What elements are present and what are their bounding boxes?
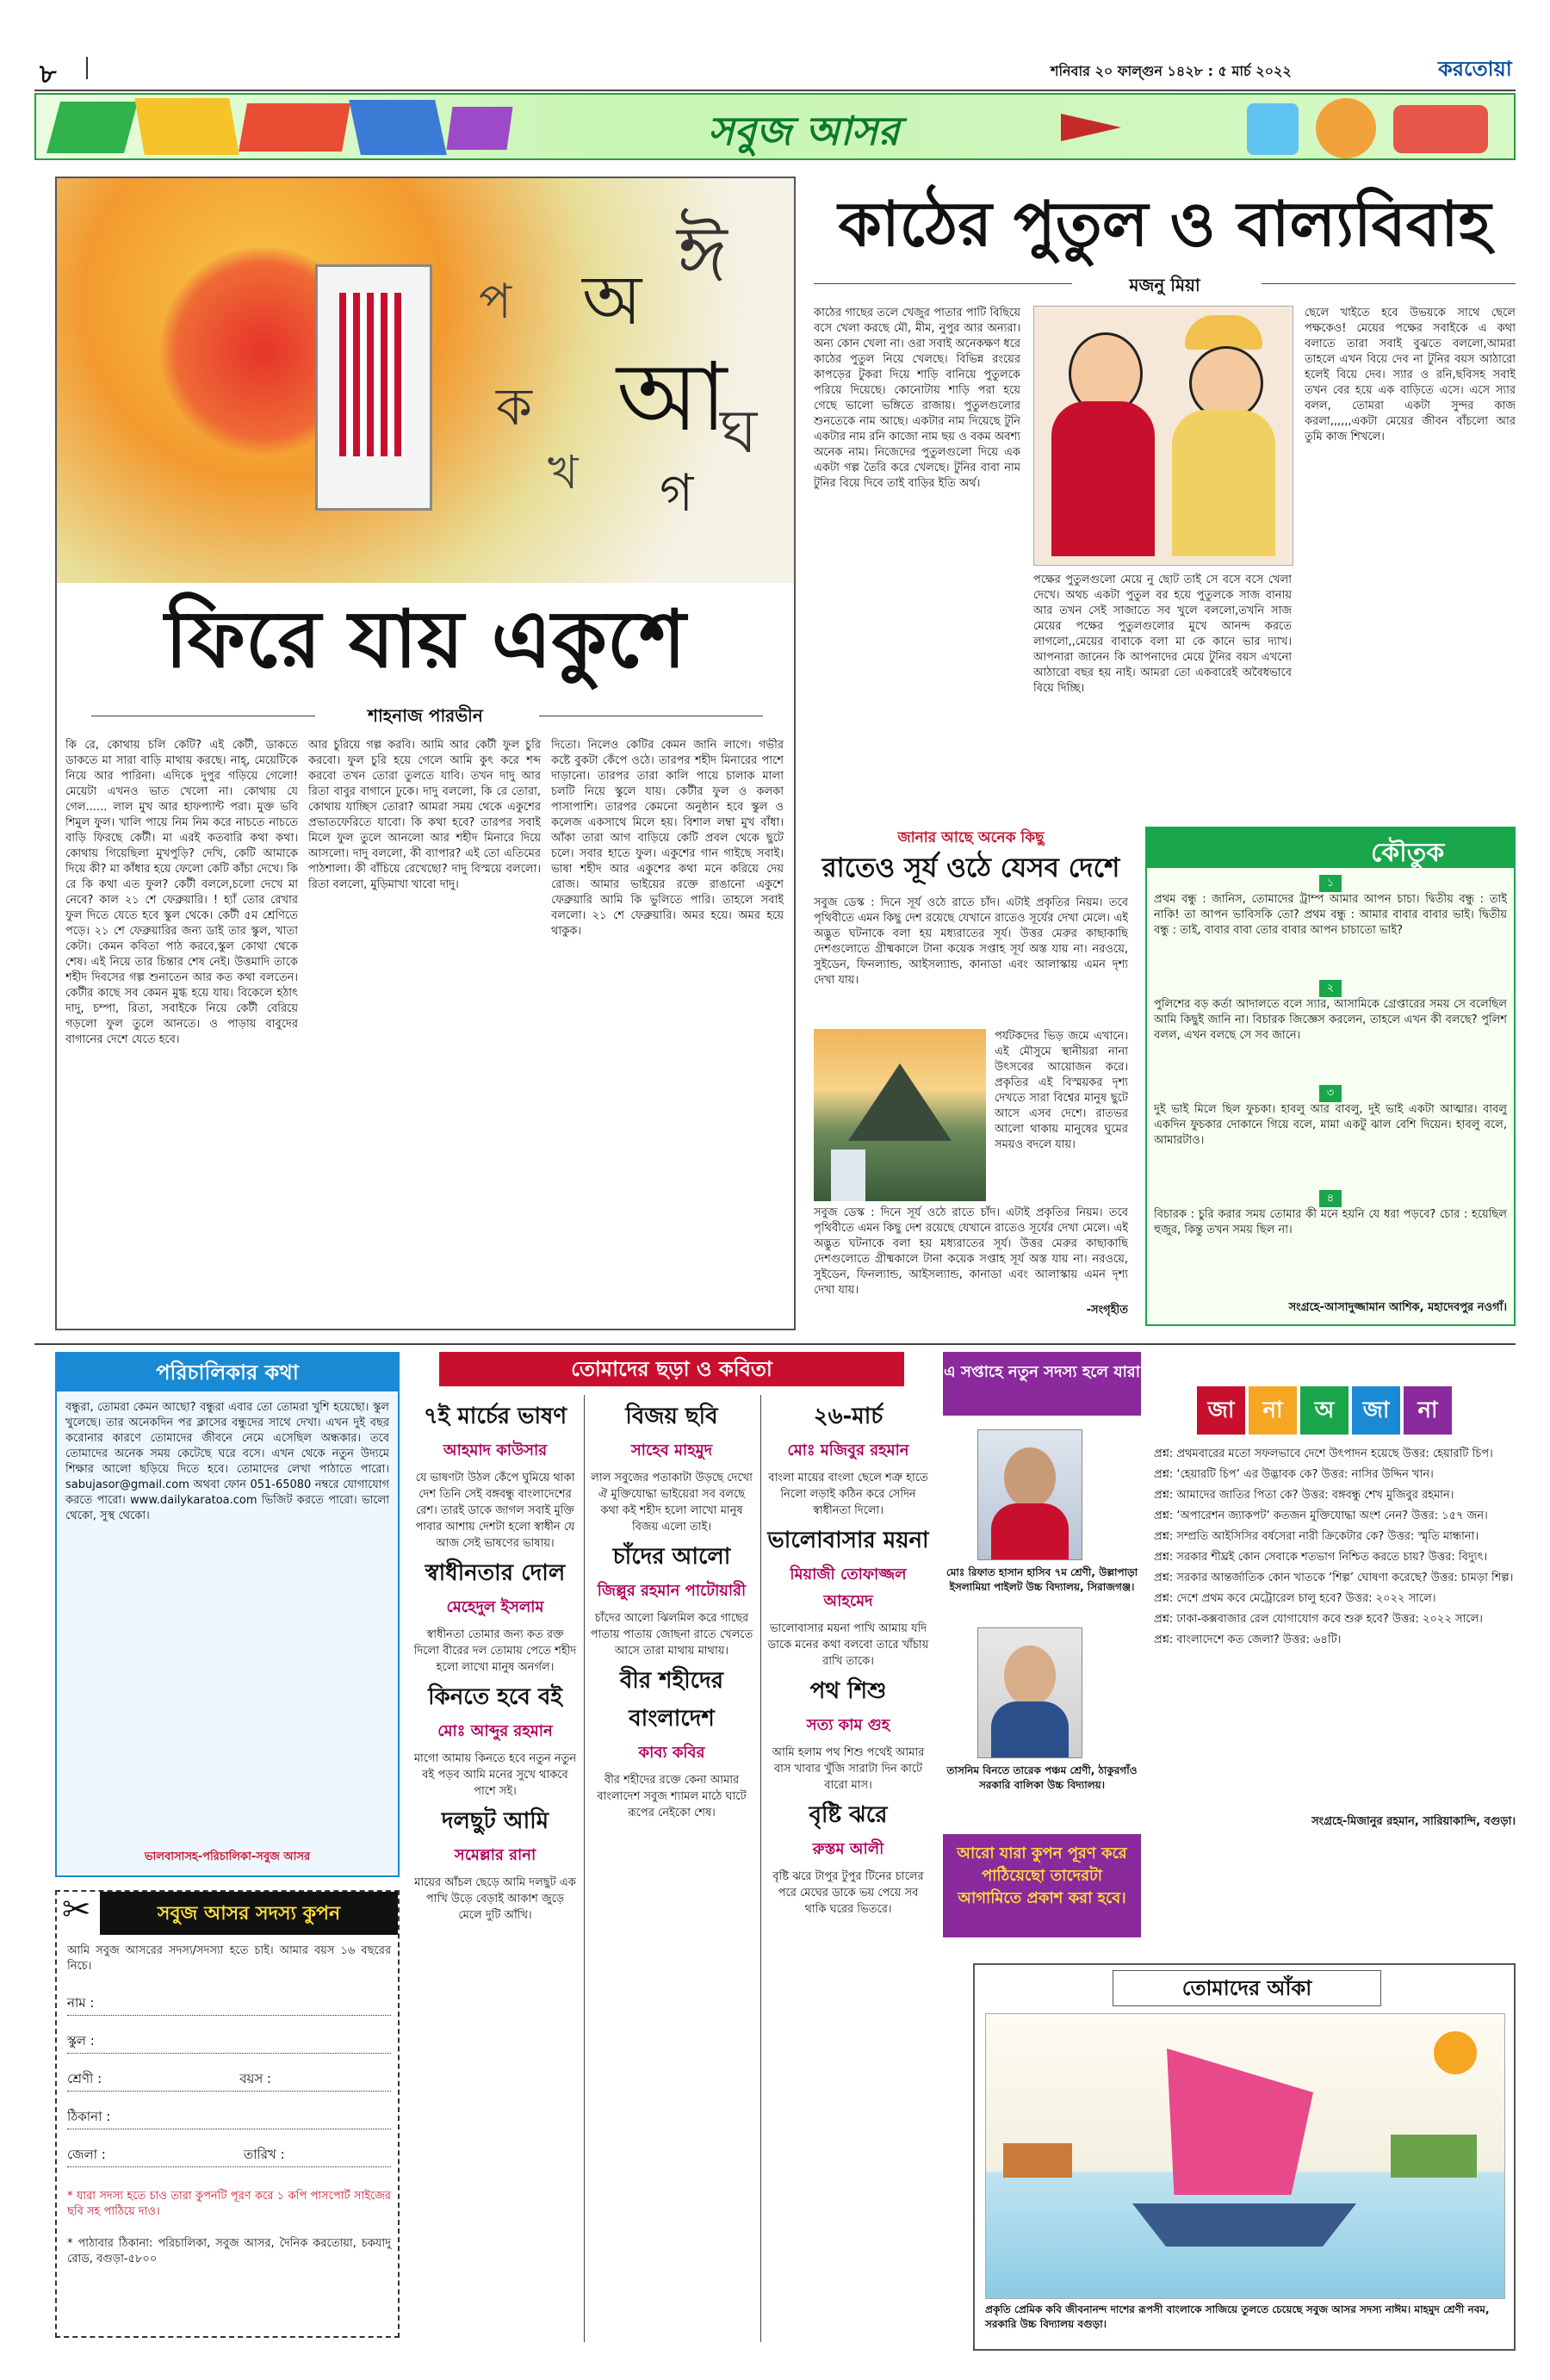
bride-figure xyxy=(1051,332,1155,556)
paper-plane-icon xyxy=(1061,114,1121,141)
poems-section xyxy=(413,1352,930,2351)
joke-1: ১ প্রথম বন্ধু : জানিস, তোমাদের ট্রাম্প আমার আপন চাচা। দ্বিতীয় বন্ধু : তাই নাকি! তা আপন ভাবিসকি তো? প্রথম বন্ধু : আমার বাবার বাবার ভাই। দ্বিতীয় বন্ধু : তাই, বাবার বাবা তোর বাবার আপন চাচাতো ভাই? xyxy=(1154,877,1507,937)
ekushe-article xyxy=(55,177,796,1330)
member-1-info: মোঃ রিফাত হাসান হাসিব ৭ম শ্রেণী, উল্লাপাড়া ইসলামিয়া পাইলট উচ্চ বিদ্যালয়, সিরাজগঞ্জ। xyxy=(946,1566,1138,1593)
coupon-intro: আমি সবুজ আসরের সদস্য/সদস্যা হতে চাই। আমার বয়স ১৬ বছরের নিচে। xyxy=(67,1944,391,1973)
header-date: শনিবার ২০ ফাল্গুন ১৪২৮ : ৫ মার্চ ২০২২ xyxy=(1051,63,1292,79)
sail-shape xyxy=(1167,2048,1313,2195)
header-rule xyxy=(34,90,1516,91)
poem: ২৬-মার্চ মোঃ মজিবুর রহমান বাংলা মায়ের বাংলা ছেলে শত্রু হাতে নিলো লড়াই কঠিন করে সেদিন স্বাধীনতা দিলো। xyxy=(768,1404,928,1517)
groom-figure xyxy=(1172,315,1275,556)
coupon-note-1: * যারা সদস্য হতে চাও তারা কুপনটি পূরণ করে ১ কপি পাসপোর্ট সাইজের ছবি সহ পাঠিয়ে দাও। xyxy=(67,2190,391,2218)
coupon-note-2: * পাঠাবার ঠিকানা: পরিচালিকা, সবুজ আসর, দৈনিক করতোয়া, চকযাদু রোড, বগুড়া-৫৮০০ xyxy=(67,2237,391,2265)
puppet-col-2: পক্ষের পুতুলগুলো মেয়ে নু ছোট তাই সে বসে বসে খেলা দেখে। অথচ একটা পুতুল বর হয়ে পুতুলকে সাজ বানায় আর তখন সেই সাজাতে সব খুলে বললো,তখনি সাজ মেয়ের পক্ষের পুতুলগুলোর মুখে আনন্দ করতে লাগলো,,মেয়ের বাবাকে বলা মা কে কানে ভার দ্যাখ। আপনারা জানেন কি আপনাদের মেয়ে টুনির বয়স এখনো আঠারো বছর হয় নাই। আমরা তো একবারেই অবৈধভাবে বিয়ে দিচ্ছি। xyxy=(1033,573,1292,695)
ekushe-letters: ঈ অ আ ক খ গ ঘ প xyxy=(479,209,758,524)
puppet-col-3: ছেলে খাইতে হবে উভয়কে সাথে ছেলে পক্ষকেও! মেয়ের পক্ষের সবাইকে এ কথা বলাতে তারা সবাই বুঝতে বললো,আমরা তাহলে এখন বিয়ে দেব না টুনির বয়স আঠারো হলেই বিয়ে দেব। স্যার ও রনি,ছবিসহ সবাই তখন বের হয়ে এক বাড়িতে এসে। এসে স্যার বলল, তোমরা একটা সুন্দর কাজ করলা,,,,,,একটা মেয়ের জীবন বাঁচলো আর তুমি কাজ শিখলে। xyxy=(1305,307,1516,443)
puppet-author: মজনু মিয়া xyxy=(1129,275,1200,295)
puppet-article xyxy=(814,177,1516,814)
scissors-icon: ✂ xyxy=(62,1890,91,1930)
members-box xyxy=(943,1352,1141,1955)
ekushe-col-1: কি রে, কোথায় চলি কেটি? এই কেটী, ডাকতে ডাকতে মা সারা বাড়ি মাথায় করছে। নাহ্‌, মেয়েটিকে নিয়ে আর পারিনা। এদিকে দুপুর গড়িয়ে গেলো! মেয়েটা এখনও ভাত খেলো না। কোথায় যে গেল...... লাল মুখ আর হাফপ্যান্ট পরা। মুক্ত ভবি শিমুল ফুল। খালি পায়ে নিম নিম করে নাচতে নাচতে বাড়ি ফিরছে কেটী। মা এরই কতবারি কথা কথা। কোথায় গিয়েছিলা মুখপুড়ি? দেখি, কেটি আমাকে দিয়ে কী? মা কাঁধার হয়ে ফেলো কেটি কাঁচা দেখে। কি রে কি কথা এত ফুল? কেটী বললে,চলো দেখে মা নেবে? কাল ২১ শে ফেব্রুয়ারি। ! হ্যাঁ তোর রেখার ফুল দিতে যেতে হবে স্কুল থেকে। কেটী ৫ম শ্রেণিতে পড়ে। ২১ শে ফেব্রুয়ারির জন্য ডাই তার স্কুল, খাতা কেটা। কেমন কবিতা পাঠ করবে,স্কুল কোথা থেকে শেষ। এই নিয়ে তার চিন্তার শেষ নেই। উত্তমাদি তাকে শহীদ দিবসের গল্প শুনাতেন আর কত কথা বলতেন। কেটীর কাছে সব কেমন মুগ্ধ হয়ে যায়। বিকেলে হঠাৎ দাদু, চম্পা, রিতা, সবাইকে নিয়ে কেটী বেরিয়ে গড়লো ফুল তুলে আনতে। ও পাড়ায় বাবুদের বাগানের দেশে যেতে হবে। xyxy=(65,739,298,1046)
ekushe-col-3: দিতো। নিলেও কেটির কেমন জানি লাগে। গভীর কষ্টে বুকটা কেঁপে ওঠে। তারপর শহীদ মিনারের পাশে দাড়ানো। তারপর তারা কালি পায়ে চালাক মালা চলটি নিয়ে স্কুলে যায়। কেটীর ফুল ও কলকা পাসাপাশি। তারপর কেমনো অনুষ্ঠান হবে স্কুল ও কলেজ একসাথে মিলে হয়। বিশাল লম্বা মুখ বাঁধা। আঁকা তারা আগ বাড়িয়ে কেটি প্রবল থেকে ছুটে চলে। সবার হাতে ফুল। একুশের গান গাইছে সবাই। ভাষা শহীদ আর একুশের কথা মনে করিয়ে দেয় রোজ। আমার ভাইয়ের রক্তে রাঙানো একুশে ফেব্রুয়ারি আমি কি ভুলিতে পারি। তাহলে সবাই বললো। ২১ শে ফেব্রুয়ারি। অমর হয়ে। অমর হয়ে থাকুক। xyxy=(551,739,784,938)
poem: কিনতে হবে বই মোঃ আব্দুর রহমান মাগো আমায় কিনতে হবে নতুন নতুন বই পড়ব আমি মনের সুখে থাকবে পাশে সই। xyxy=(413,1684,577,1798)
page-header xyxy=(34,52,1516,86)
boat-drawing xyxy=(985,2013,1505,2299)
boat-hull xyxy=(1132,2203,1356,2247)
ekushe-author: শাহনাজ পারভীন xyxy=(368,705,483,726)
section-title: সবুজ আসর xyxy=(708,108,900,154)
members-cta: আরো যারা কুপন পূরণ করে পাঠিয়েছো তাদেরটা আগামিতে প্রকাশ করা হবে। xyxy=(943,1834,1141,1937)
banner-art-right xyxy=(1247,98,1505,158)
shaheed-minar-icon xyxy=(315,264,432,511)
jokes-credit: সংগ্রহে-আসাদুজ্জামান আশিক, মহাদেবপুর নওগাঁ। xyxy=(1288,1301,1507,1314)
sun-title: রাতেও সূর্য ওঠে যেসব দেশে xyxy=(822,852,1120,883)
coupon-field-school[interactable]: স্কুল : xyxy=(67,2016,391,2054)
quiz-box xyxy=(1154,1386,1516,1834)
host-letter xyxy=(55,1352,400,1877)
page-number: ৮ xyxy=(40,59,57,86)
drawing-header: তোমাদের আঁকা xyxy=(1113,1970,1381,2006)
poem: ভালোবাসার ময়না মিয়াজী তোফাজ্জল আহমেদ ভালোবাসার ময়না পাখি আমায় যদি ডাকে মনের কথা বলবো তারে খাঁচায় রাখি তাকে। xyxy=(767,1528,929,1668)
coupon-field-address[interactable]: ঠিকানা : xyxy=(67,2092,391,2129)
quiz-header: জা না অ জা না xyxy=(1197,1386,1455,1435)
poem: স্বাধীনতার দোল মেহেদুল ইসলাম স্বাধীনতা তোমার জন্য কত রক্ত দিলো বীরের দল তোমায় পেতে শহীদ হলো লাখো মানুষ অনর্গল। xyxy=(413,1560,577,1674)
ekushe-title: ফিরে যায় একুশে xyxy=(164,592,686,685)
sun-col-3: সবুজ ডেস্ক : দিনে সূর্য ওঠে রাতে চাঁদ। এটাই প্রকৃতির নিয়ম। তবে পৃথিবীতে এমন কিছু দেশ রয়েছে যেখানে রাতেও সূর্যের দেখা মেলে। এই অদ্ভুত ঘটনাকে বলা হয় মধ্যরাতের সূর্য। উত্তর মেরুর কাছাকাছি দেশগুলোতে গ্রীষ্মকালে টানা কয়েক সপ্তাহ সূর্য অস্ত যায় না। নরওয়ে, সুইডেন, ফিনল্যান্ড, আইসল্যান্ড, কানাডা এবং আলাস্কায় এমন দৃশ্য দেখা যায়। xyxy=(814,1206,1128,1297)
host-text: বন্ধুরা, তোমরা কেমন আছো? বন্ধুরা এবার তো তোমরা খুশি হয়েছো। স্কুল খুলেছে। তার অনেকদিন পর ক্লাসের বন্ধুদের সাথে দেখা। এখন দুই বছর করোনার কারণে তোমাদের জীবনে নেমে এসেছিল অন্ধকার। তবে তোমাদের অনেক সময় কেটেছে ঘরে বসে। এখন থেকে নতুন উদ্যমে শিক্ষার আলো ছড়িয়ে দিতে হবে। তোমাদের লেখা পাঠাতে পারো। sabujasor@gmail.com অথবা ফোন 051-65080 নম্বরে যোগাযোগ করতে পারো। www.dailykaratoa.com ভিজিট করতে পারো। ভালো থেকো, সুস্থ থেকো। xyxy=(65,1401,389,1522)
sun-col-2: পর্যটকদের ভিড় জমে এখানে। এই মৌসুমে স্থানীয়রা নানা উৎসবের আয়োজন করে। প্রকৃতির এই বিস্ময়কর দৃশ্য দেখতে সারা বিশ্বের মানুষ ছুটে আসে এসব দেশে। রাতভর আলো থাকায় মানুষের ঘুমের সময়ও বদলে যায়। xyxy=(995,1030,1128,1151)
sun-kicker: জানার আছে অনেক কিছু xyxy=(897,829,1045,846)
coupon-form xyxy=(67,1978,391,2167)
banner-art-left xyxy=(36,95,518,158)
poem: বৃষ্টি ঝরে রুস্তম আলী বৃষ্টি ঝরে টাপুর টুপুর টিনের চালের পরে মেঘের ডাকে ভয় পেয়ে সব থাকি ঘরের ভিতরে। xyxy=(772,1802,924,1916)
poems-col-3 xyxy=(766,1395,930,2351)
poems-col-1 xyxy=(413,1395,577,2351)
ekushe-illustration xyxy=(57,178,794,583)
joke-4: ৪ বিচারক : চুরি করার সময় তোমার কী মনে হয়নি যে ধরা পড়বে? চোর : হয়েছিল হুজুর, কিন্তু তখন সময় ছিল না। xyxy=(1154,1192,1507,1236)
sun-article xyxy=(814,827,1128,1326)
coupon-field-district[interactable]: জেলা : তারিখ : xyxy=(67,2129,391,2167)
header-divider xyxy=(86,57,88,79)
midnight-sun-photo xyxy=(814,1029,986,1201)
poems-col-2 xyxy=(590,1395,753,2351)
sun-drawing xyxy=(1434,2031,1477,2074)
poems-header: তোমাদের ছড়া ও কবিতা xyxy=(439,1352,904,1386)
member-2-info: তাসনিম বিনতে তারেক পঞ্চম শ্রেণী, ঠাকুরগাঁও সরকারি বালিকা উচ্চ বিদ্যালয়। xyxy=(946,1764,1138,1791)
coupon-field-name[interactable]: নাম : xyxy=(67,1978,391,2016)
hut-right xyxy=(1391,2135,1477,2178)
sun-credit: -সংগৃহীত xyxy=(1086,1304,1128,1317)
poem: বিজয় ছবি সাহেব মাহমুদ লাল সবুজের পতাকাটা উড়ছে দেখো ঐ মুক্তিযোদ্ধা ভাইয়েরা সব বলছে কথা কই শহীদ হলো লাখো মানুষ বিজয় এলো তাই। xyxy=(591,1404,753,1534)
poem: পথ শিশু সত্য কাম গুহ আমি হলাম পথ শিশু পথেই আমার বাস খাবার খুঁজি সারাটা দিন কাটে বারো মাস। xyxy=(772,1678,925,1792)
coupon-box xyxy=(55,1890,400,2338)
member-photo-2 xyxy=(977,1627,1082,1758)
poem: বীর শহীদের বাংলাদেশ কাব্য কবির বীর শহীদের রক্তে কেনা আমার বাংলাদেশ সবুজ শ্যামল মাঠে ঘাটে রূপের নেইকো শেষ। xyxy=(597,1668,747,1819)
hut-left xyxy=(1003,2143,1072,2178)
member-photo-1 xyxy=(977,1429,1082,1560)
ekushe-col-2: আর চুরিয়ে গল্প করবি। আমি আর কেটী ফুল চুরি করবো। ফুল চুরি হয়ে গেলে আমি কুৎ করে শব্দ করবো তখন তোরা তুলতে যাবি। তখন দাদু আর রিতা বাবুর বাগানে ঢুকে। দাদু বললো, কি রে তোরা, কোথায় যাচ্ছিস তোরা? আমরা সময় থেকে একুশের প্রভাতফেরিতে যাবো। কি কথা হবে? তারপর সবাই মিলে ফুল তুলে আনলো আর শহীদ মিনারে দিয়ে আসলো। দাদু বললো, কী ব্যাপার? এই তো এতিমের পাঠশালা। কী বাঁচিয়ে রেখেছো? দাদু বিস্ময়ে বললো। রিতা বললো, মুড়িমাখা খাবো দাদু। xyxy=(308,739,541,891)
joke-3: ৩ দুই ভাই মিলে ছিল ফুচকা। হাবলু আর বাবলু, দুই ভাই একটা আত্মার। বাবলু একদিন ফুচকার দোকানে গিয়ে বলে, মামা একটু ঝাল বেশি দিয়েন। হাবলু বলে, আমারটাও। xyxy=(1154,1087,1507,1147)
poem: ৭ই মার্চের ভাষণ আহমাদ কাউসার যে ভাষণটা উঠল কেঁপে ঘুমিয়ে থাকা দেশ তিনি সেই বঙ্গবন্ধু বাংলাদেশের রেশ। তারই ডাকে জাগল সবাই মুক্তি পাবার আশায় দেশটা হলো স্বাধীন যে আজ সেই ভাষণের ভাষায়। xyxy=(415,1404,575,1550)
jokes-header: কৌতুক xyxy=(1147,828,1514,868)
jokes-box xyxy=(1145,827,1516,1326)
host-sign: ভালবাসাসহ-পরিচালিকা-সবুজ আসর xyxy=(144,1850,311,1863)
quiz-list: প্রশ্ন: প্রথমবারের মতো সফলভাবে দেশে উৎপাদন হয়েছে উত্তর: হেয়ারটি চিপ। প্রশ্ন: ‘হেয়ারটি চিপ’ এর উদ্ভাবক কে? উত্তর: নাসির উদ্দিন খান। প্রশ্ন: আমাদের জাতির পিতা কে? উত্তর: বঙ্গবন্ধু শেখ মুজিবুর রহমান। প্রশ্ন: ‘অপারেশন জ্যাকপট’ কতজন মুক্তিযোদ্ধা অংশ নেন? উত্তর: ১৫৭ জন। প্রশ্ন: সম্প্রতি আইসিসির বর্ষসেরা নারী ক্রিকেটার কে? উত্তর: স্মৃতি মান্ধানা। প্রশ্ন: সরকার শীঘ্রই কোন সেবাকে শতভাগ নিশ্চিত করতে চায়? উত্তর: বিদ্যুৎ। প্রশ্ন: সরকার আন্তর্জাতিক কোন খাতকে ‘শিল্প’ ঘোষণা করেছে? উত্তর: চামড়া শিল্প। প্রশ্ন: দেশে প্রথম কবে মেট্রোরেল চালু হবে? উত্তর: ২০২২ সালে। প্রশ্ন: ঢাকা-কক্সবাজার রেল যোগাযোগ কবে শুরু হবে? উত্তর: ২০২২ সালে। প্রশ্ন: বাংলাদেশে কত জেলা? উত্তর: ৬৪টি। xyxy=(1154,1447,1514,1646)
section-banner xyxy=(34,93,1516,160)
drawing-caption: প্রকৃতি প্রেমিক কবি জীবনানন্দ দাশের রূপসী বাংলাকে সাজিয়ে তুলতে চেয়েছে সবুজ আসর সদস্য নাঈম। মাহমুদ শ্রেণী নবম, সরকারি উচ্চ বিদ্যালয় বগুড়া। xyxy=(985,2303,1490,2330)
coupon-header: সবুজ আসর সদস্য কুপন xyxy=(100,1892,398,1935)
paper-name: করতোয়া xyxy=(1438,57,1512,81)
puppet-col-1: কাঠের গাছের তলে খেজুর পাতার পাটি বিছিয়ে বসে খেলা করছে মৌ, মীম, নুপুর আর অন্যরা। অন্য কোন খেলা না। ওরা সবাই অনেকক্ষণ ধরে কাঠের পুতুল নিয়ে খেলছে। বিভিন্ন রংয়ের কাপড়ের টুকরা দিয়ে শাড়ি বানিয়ে পুতুলকে পরিয়ে দিয়েছে। কোনোটায় শাড়ি পরা হয়ে গেছে ভালো ভঙ্গিতে রাজায়। পুতুলগুলোর শুনতেকে নাম আছে। একটার নাম দিয়েছে টুনি একটার নাম রনি কাজো নাম ছয় ও বকম অবশ্য অনেক নাম। নিজেদের পুতুলগুলো দিয়ে এক একটা গল্প তৈরি করে খেলছে। টুনির বাবা নাম টুনির বিয়ে দিবে তাই বাড়ির ইতি অর্থ। xyxy=(814,307,1020,490)
poem: চাঁদের আলো জিল্লুর রহমান পাটোয়ারী চাঁদের আলো ঝিলমিল করে গাছের পাতায় পাতায় জোছনা রাতে খেলতে আসে তারা মাথায় মাথায়। xyxy=(590,1544,753,1658)
drawing-box xyxy=(973,1963,1516,2351)
host-header: পরিচালিকার কথা xyxy=(57,1354,398,1391)
jokes-list xyxy=(1154,875,1507,1297)
quiz-credit: সংগ্রহে-মিজানুর রহমান, সারিয়াকান্দি, বগুড়া। xyxy=(1311,1815,1516,1828)
joke-2: ২ পুলিশের বড় কর্তা আদালতে বলে স্যার, আসামিকে গ্রেপ্তারের সময় সে বলেছিল আমি কিছুই জানি না। বিচারক জিজ্ঞেস করলেন, তাহলে এখন কী বলছে? পুলিশ বলল, এখন বলছে সে সব জানে। xyxy=(1154,982,1507,1042)
poem: দলছুট আমি সমেল্লার রানা মায়ের আঁচল ছেড়ে আমি দলছুট এক পাখি উড়ে বেড়াই আকাশ জুড়ে মেলে দুটি আঁখি। xyxy=(414,1808,576,1922)
coupon-field-class[interactable]: শ্রেণী : বয়স : xyxy=(67,2054,391,2092)
sun-col-1: সবুজ ডেস্ক : দিনে সূর্য ওঠে রাতে চাঁদ। এটাই প্রকৃতির নিয়ম। তবে পৃথিবীতে এমন কিছু দেশ রয়েছে যেখানে রাতেও সূর্যের দেখা মেলে। এই অদ্ভুত ঘটনাকে বলা হয় মধ্যরাতের সূর্য। উত্তর মেরুর কাছাকাছি দেশগুলোতে গ্রীষ্মকালে টানা কয়েক সপ্তাহ সূর্য অস্ত যায় না। নরওয়ে, সুইডেন, ফিনল্যান্ড, আইসল্যান্ড, কানাডা এবং আলাস্কায় এমন দৃশ্য দেখা যায়। xyxy=(814,896,1128,987)
members-header: এ সপ্তাহে নতুন সদস্য হলে যারা xyxy=(943,1352,1141,1416)
puppet-title: কাঠের পুতুল ও বাল্যবিবাহ xyxy=(838,187,1491,260)
puppet-illustration xyxy=(1033,306,1293,566)
